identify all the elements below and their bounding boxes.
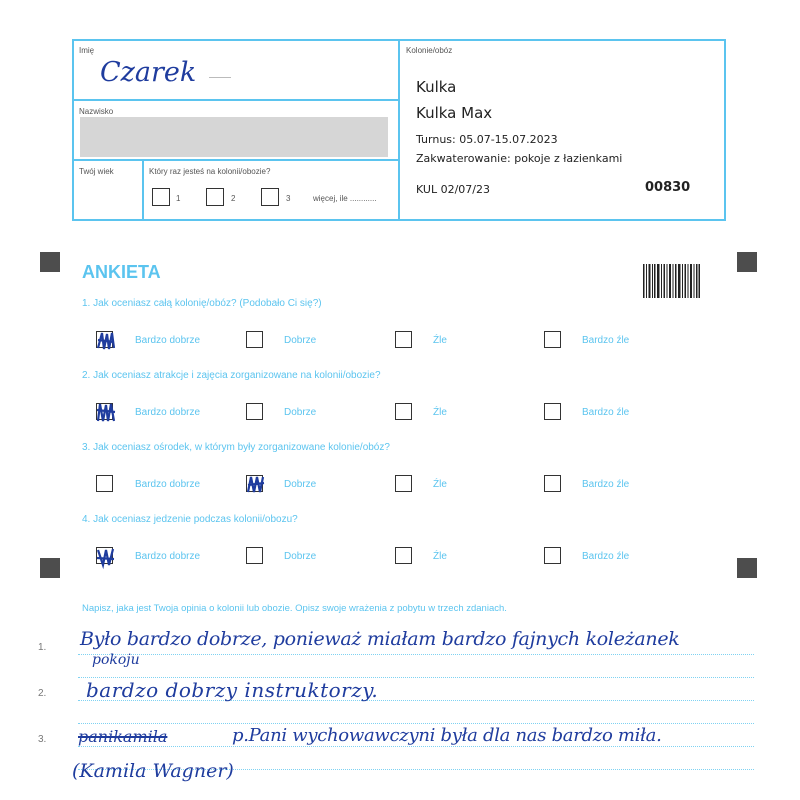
line-number-2: 2.	[38, 688, 47, 699]
q2-option-bardzo-dobrze: Bardzo dobrze	[135, 407, 201, 418]
underline	[209, 77, 231, 78]
ktory-raz-label: Który raz jesteś na kolonii/obozie?	[149, 167, 271, 176]
barcode	[643, 264, 700, 298]
q1-option-zle: Źle	[433, 335, 447, 346]
ktory-raz-option-2: 2	[231, 194, 236, 203]
camp-code: KUL 02/07/23	[416, 183, 490, 196]
turnus: Turnus: 05.07-15.07.2023	[416, 133, 558, 146]
q4-option-zle: Źle	[433, 551, 447, 562]
signature[interactable]: (Kamila Wagner)	[72, 760, 234, 782]
wiek-label: Twój wiek	[79, 167, 114, 176]
answer-line-2b	[78, 723, 754, 724]
ktory-raz-checkbox-2[interactable]	[206, 188, 224, 206]
q3-option-dobrze: Dobrze	[284, 479, 317, 490]
q3-option-zle: Źle	[433, 479, 447, 490]
registration-mark	[737, 252, 757, 272]
answer-line-1	[78, 654, 754, 655]
q4-option-dobrze: Dobrze	[284, 551, 317, 562]
q1-option-bardzo-zle-checkbox[interactable]	[544, 331, 561, 348]
answer-line-3	[78, 746, 754, 747]
survey-title: ANKIETA	[82, 262, 161, 282]
answer-3[interactable]: p.Pani wychowawczyni była dla nas bardzo miła.	[232, 725, 662, 746]
q1-option-zle-checkbox[interactable]	[395, 331, 412, 348]
answer-3-crossed-out[interactable]: panikamila	[78, 727, 168, 746]
ktory-raz-option-3: 3	[286, 194, 291, 203]
q1-option-bardzo-dobrze-checkbox[interactable]	[96, 331, 113, 348]
question-4: 4. Jak oceniasz jedzenie podczas kolonii/obozu?	[82, 514, 298, 525]
q4-option-bardzo-zle: Bardzo źle	[582, 551, 630, 562]
ktory-raz-checkbox-1[interactable]	[152, 188, 170, 206]
imie-value[interactable]: Czarek	[100, 57, 197, 88]
q3-option-dobrze-checkbox[interactable]	[246, 475, 263, 492]
kolonie-label: Kolonie/obóz	[406, 46, 453, 55]
q1-option-bardzo-dobrze: Bardzo dobrze	[135, 335, 201, 346]
form-number: 00830	[645, 180, 691, 195]
opinion-prompt: Napisz, jaka jest Twoja opinia o kolonii lub obozie. Opisz swoje wrażenia z pobytu w trzech zdaniach.	[82, 603, 507, 614]
question-1: 1. Jak oceniasz całą kolonię/obóz? (Podobało Ci się?)	[82, 298, 322, 309]
q4-option-bardzo-zle-checkbox[interactable]	[544, 547, 561, 564]
q4-option-bardzo-dobrze-checkbox[interactable]	[96, 547, 113, 564]
zakwaterowanie: Zakwaterowanie: pokoje z łazienkami	[416, 152, 623, 165]
registration-mark	[40, 558, 60, 578]
q2-option-bardzo-zle-checkbox[interactable]	[544, 403, 561, 420]
registration-mark	[737, 558, 757, 578]
answer-1-continued[interactable]: pokoju	[92, 652, 140, 668]
q2-option-dobrze: Dobrze	[284, 407, 317, 418]
q3-option-bardzo-zle: Bardzo źle	[582, 479, 630, 490]
q2-option-zle: Źle	[433, 407, 447, 418]
question-2: 2. Jak oceniasz atrakcje i zajęcia zorganizowane na kolonii/obozie?	[82, 370, 381, 381]
imie-label: Imię	[79, 46, 95, 55]
q4-option-dobrze-checkbox[interactable]	[246, 547, 263, 564]
answer-2[interactable]: bardzo dobrzy instruktorzy.	[86, 678, 379, 702]
q4-option-zle-checkbox[interactable]	[395, 547, 412, 564]
ktory-raz-checkbox-3[interactable]	[261, 188, 279, 206]
q2-option-bardzo-dobrze-checkbox[interactable]	[96, 403, 113, 420]
q3-option-zle-checkbox[interactable]	[395, 475, 412, 492]
q3-option-bardzo-dobrze-checkbox[interactable]	[96, 475, 113, 492]
answer-1[interactable]: Było bardzo dobrze, ponieważ miałam bardzo fajnych koleżanek	[80, 628, 680, 650]
q1-option-dobrze: Dobrze	[284, 335, 317, 346]
camp-name: Kulka	[416, 78, 457, 96]
q2-option-dobrze-checkbox[interactable]	[246, 403, 263, 420]
question-3: 3. Jak oceniasz ośrodek, w którym były zorganizowane kolonie/obóz?	[82, 442, 390, 453]
q4-option-bardzo-dobrze: Bardzo dobrze	[135, 551, 201, 562]
registration-mark	[40, 252, 60, 272]
camp-program: Kulka Max	[416, 104, 493, 122]
q1-option-bardzo-zle: Bardzo źle	[582, 335, 630, 346]
q3-option-bardzo-dobrze: Bardzo dobrze	[135, 479, 201, 490]
line-number-3: 3.	[38, 734, 47, 745]
nazwisko-label: Nazwisko	[79, 107, 114, 116]
q2-option-zle-checkbox[interactable]	[395, 403, 412, 420]
line-number-1: 1.	[38, 642, 47, 653]
q1-option-dobrze-checkbox[interactable]	[246, 331, 263, 348]
wiecej-label: więcej, ile ............	[313, 194, 377, 203]
q3-option-bardzo-zle-checkbox[interactable]	[544, 475, 561, 492]
ktory-raz-option-1: 1	[176, 194, 181, 203]
q2-option-bardzo-zle: Bardzo źle	[582, 407, 630, 418]
redacted-surname	[80, 117, 388, 157]
